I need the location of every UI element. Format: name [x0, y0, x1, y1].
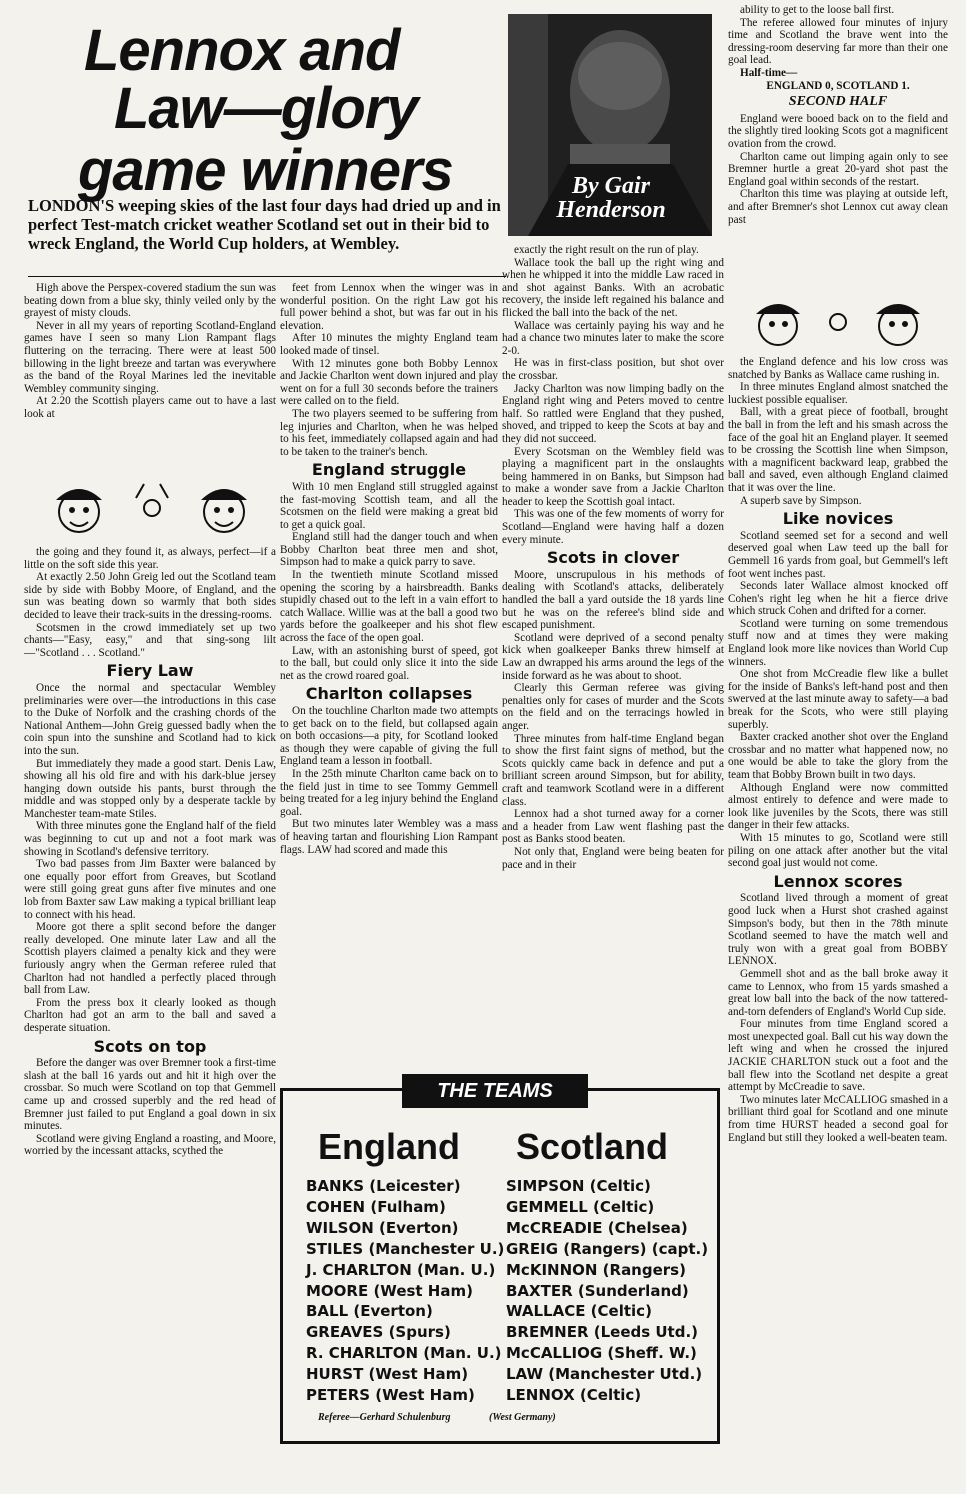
paragraph: From the press box it clearly looked as though Charlton had got an arm to the ball and saved a desperate situation.	[24, 996, 276, 1034]
paragraph: With three minutes gone the England half of the field was beginning to cut up and not a foot mark was showing in Scotland's defensive territory.	[24, 820, 276, 858]
column-1	[24, 282, 276, 478]
scotland-player: WALLACE (Celtic)	[506, 1302, 652, 1321]
cartoon-fans-icon	[34, 478, 268, 542]
england-player: STILES (Manchester U.)	[306, 1239, 505, 1258]
paragraph: Jacky Charlton was now limping badly on the England right wing and Peters moved to centre half. So rattled were England that they pushed, shoved, and tripped to keep the Scots at bay and they did not succeed.	[502, 382, 724, 445]
paragraph: But immediately they made a good start. Denis Law, showing all his old fire and with his dark-blue jersey hanging down outside his pants, burst through the middle and was stopped only by a desperate tackle by Manchester team-mate Stiles.	[24, 757, 276, 820]
byline-line-1: By Gair	[572, 173, 650, 199]
england-player: PETERS (West Ham)	[306, 1386, 475, 1405]
halftime-label: Half-time—	[740, 66, 798, 79]
paragraph: Two minutes later McCALLIOG smashed in a brilliant third goal for Scotland and one minute from time HURST headed a second goal for England but still they looked a well-beaten team.	[728, 1093, 948, 1144]
cartoon-fans-2-icon	[738, 292, 938, 354]
headline-line-1: Lennox and	[84, 18, 400, 83]
paragraph: A superb save by Simpson.	[740, 494, 862, 507]
paragraph: England were booed back on to the field and the slightly tired looking Scots got a magnificent ovation from the crowd.	[728, 112, 948, 150]
cartoon-fans-2	[738, 292, 938, 354]
paragraph: Scotland were deprived of a second penalty kick when goalkeeper Banks threw himself at Law an dwrapped his arms around the legs of the inside forward as he was about to shoot.	[502, 631, 724, 682]
scotland-player: BREMNER (Leeds Utd.)	[506, 1323, 699, 1342]
cartoon-fans	[34, 478, 268, 542]
column-2	[280, 282, 498, 1068]
column-4-continued	[728, 356, 948, 1490]
paragraph: Before the danger was over Bremner took a first-time slash at the ball 16 yards out and hit it high over the crossbar. So much were Scotland on top that Gemmell came up and crossed superbly and the red head of Bremner just failed to put England a goal down in six minutes.	[24, 1057, 276, 1133]
paragraph: At exactly 2.50 John Greig led out the Scotland team side by side with Bobby Moore, of England, and the sun was beating down so warmly that both sides decided to leave their track-suits in the dressing-rooms.	[24, 571, 276, 621]
subheading-lennox-scores: Lennox scores	[773, 871, 903, 891]
intro-rule	[28, 276, 506, 277]
paragraph: the England defence and his low cross was snatched by Banks as Wallace came rushing in.	[728, 356, 948, 381]
scotland-player: GEMMELL (Celtic)	[506, 1197, 655, 1216]
subheading-fiery-law: Fiery Law	[106, 661, 194, 681]
paragraph: On the touchline Charlton made two attempts to get back on to the field, but collapsed again on both occasions—a pity, for Scotland looked as though they were capable of giving the full England team a lesson in football.	[280, 705, 498, 768]
paragraph: feet from Lennox when the winger was in wonderful position. On the right Law got his full power behind a shot, but was far out in his elevation.	[280, 282, 498, 332]
paragraph: Seconds later Wallace almost knocked off Cohen's right leg when he hit a fierce drive which struck Cohen and drifted for a corner.	[728, 580, 948, 618]
subheading-charlton-collapses: Charlton collapses	[305, 684, 473, 704]
paragraph: Scotland seemed set for a second and well deserved goal when Law teed up the ball for Gemmell 16 yards from goal, but Gemmell's left foot went inches past.	[728, 529, 948, 580]
scotland-title: Scotland	[516, 1126, 669, 1167]
paragraph: Scotsmen in the crowd immediately set up two chants—"Easy, easy," and that sing-song lilt—"Scotland . . . Scotland."	[24, 621, 276, 659]
teams-banner: THE TEAMS	[402, 1074, 588, 1108]
paragraph: The referee allowed four minutes of injury time and Scotland the brave went into the dressing-room deserving far more than their one goal lead.	[728, 16, 948, 67]
scotland-player: BAXTER (Sunderland)	[506, 1281, 689, 1300]
scotland-player: GREIG (Rangers) (capt.)	[506, 1239, 709, 1258]
scotland-player: LAW (Manchester Utd.)	[506, 1365, 703, 1384]
paragraph: Every Scotsman on the Wembley field was playing a magnificent part in the onslaughts being hammered in on Banks, but Simpson had to make a wonder save from a Jackie Charlton header to keep the Scottish goal intact.	[502, 445, 724, 508]
byline-line-2: Henderson	[556, 197, 666, 223]
subheading-second-half: SECOND HALF	[788, 94, 888, 110]
scotland-player: LENNOX (Celtic)	[506, 1386, 642, 1405]
subheading-like-novices: Like novices	[782, 509, 894, 529]
paragraph: Moore got there a split second before the danger really developed. One minute later Law and all the Scottish players claimed a penalty kick and they were furiously angry when the German referee ruled that Charlton had not handled a perfectly placed through ball from Law.	[24, 921, 276, 997]
referee-name: Referee—Gerhard Schulenburg	[318, 1412, 451, 1423]
paragraph: exactly the right result on the run of play.	[514, 244, 699, 256]
column-4	[728, 4, 948, 292]
subheading-scots-in-clover: Scots in clover	[546, 548, 680, 568]
scotland-player: McKINNON (Rangers)	[506, 1260, 686, 1279]
halftime-score: ENGLAND 0, SCOTLAND 1.	[766, 79, 910, 92]
paragraph: England still had the danger touch and when Bobby Charlton beat three men and shot, Simpson had to make a quick parry to save.	[280, 531, 498, 569]
england-player: MOORE (West Ham)	[306, 1281, 473, 1300]
paragraph: Ball, with a great piece of football, brought the ball in from the left and his smash across the face of the goal hit an England player. It seemed to be crossing the Scottish line when Simpson, with a magnificent backward leap, grabbed the ball and saved, even although England claimed that it was over the line.	[728, 406, 948, 494]
scotland-player: SIMPSON (Celtic)	[506, 1177, 651, 1195]
subheading-england-struggle: England struggle	[311, 460, 467, 480]
england-player: BANKS (Leicester)	[306, 1177, 461, 1195]
referee-line	[318, 1412, 698, 1423]
paragraph: High above the Perspex-covered stadium the sun was beating down from a blue sky, thinly veiled only by the grayest of misty clouds.	[24, 282, 276, 320]
halftime-line	[728, 67, 948, 80]
scotland-list	[506, 1176, 708, 1406]
intro-paragraph: LONDON'S weeping skies of the last four days had dried up and in perfect Test-match cricket weather Scotland set out in their bid to wreck England, the World Cup holders, at Wembley.	[28, 196, 501, 253]
paragraph: Not only that, England were being beaten for pace and in their	[502, 845, 724, 871]
subheading-scots-on-top: Scots on top	[93, 1036, 207, 1056]
paragraph: Scotland were turning on some tremendous stuff now and at times they were making England look more like novices than World Cup winners.	[728, 617, 948, 668]
paragraph: Moore, unscrupulous in his methods of dealing with Scotland's attacks, deliberately handled the ball a yard outside the 18 yards line but he was on the referee's blind side and escaped punishment.	[502, 568, 724, 632]
england-player: WILSON (Everton)	[306, 1218, 459, 1237]
paragraph: Charlton this time was playing at outside left, and after Bremner's shot Lennox cut away clean past	[728, 188, 948, 226]
england-player: COHEN (Fulham)	[306, 1197, 446, 1216]
paragraph: Scotland lived through a moment of great good luck when a Hurst shot crashed against Simpson's body, but then in the 78th minute Scotland seemed to have the match well and truly won with a great goal from BOBBY LENNOX.	[728, 892, 948, 968]
paragraph: Baxter cracked another shot over the England crossbar and no matter what happened now, no one would be able to take the glory from the team that Bobby Brown built in two days.	[728, 731, 948, 781]
paragraph: At 2.20 the Scottish players came out to have a last look at	[24, 395, 276, 420]
england-player: HURST (West Ham)	[306, 1365, 469, 1384]
column-1-continued	[24, 546, 276, 1490]
byline	[510, 174, 712, 222]
paragraph: In the 25th minute Charlton came back on to the field just in time to see Tommy Gemmell being treated for a leg injury behind the England goal.	[280, 767, 498, 818]
paragraph: Charlton came out limping again only to see Bremner hurtle a great 20-yard shot past the England goal within seconds of the restart.	[728, 150, 948, 188]
paragraph: Wallace took the ball up the right wing and when he whipped it into the middle Law raced in and shot against Banks. With an acrobatic recovery, the inside left regained his balance and flicked the ball into the back of the net.	[502, 256, 724, 319]
paragraph: the going and they found it, as always, perfect—if a little on the soft side this year.	[24, 546, 276, 571]
headline	[78, 18, 498, 203]
england-title: England	[318, 1126, 460, 1167]
paragraph: Gemmell shot and as the ball broke away it came to Lennox, who from 15 yards smashed a great low ball into the back of the now tattered-and-torn defenders of England's World Cup side.	[728, 967, 948, 1018]
england-player: GREAVES (Spurs)	[306, 1323, 451, 1342]
paragraph: After 10 minutes the mighty England team looked made of tinsel.	[280, 332, 498, 357]
paragraph: This was one of the few moments of worry for Scotland—England were having half a dozen every minute.	[502, 508, 724, 546]
paragraph: In three minutes England almost snatched the luckiest possible equaliser.	[728, 381, 948, 406]
referee-country: (West Germany)	[489, 1412, 556, 1423]
paragraph: Two bad passes from Jim Baxter were balanced by one equally poor effort from Greaves, but Scotland were still going great guns after five minutes and one lob from Baxter saw Law making a typical brilliant leap to connect with his head.	[24, 858, 276, 921]
paragraph: With 12 minutes gone both Bobby Lennox and Jackie Charlton went down injured and play went on for a full 30 seconds before the trainers were called on to the field.	[280, 357, 498, 408]
paragraph: Although England were now committed almost entirely to defence and were made to look like juveniles by the Scots, there was still danger in their few attacks.	[728, 781, 948, 832]
paragraph: Four minutes from time England scored a most unexpected goal. Ball cut his way down the left wing and when he crossed the injured JACKIE CHARLTON stuck out a foot and the ball flew into the Scotland net despite a great attempt by McCreadie to save.	[728, 1018, 948, 1094]
paragraph: Wallace was certainly paying his way and he had a chance two minutes later to make the score 2-0.	[502, 319, 724, 357]
paragraph: But two minutes later Wembley was a mass of heaving tartan and flourishing Lion Rampant flags. LAW had scored and made this	[280, 818, 498, 856]
paragraph: Clearly this German referee was giving penalties only for cases of murder and the Scots on the field and on the terracings howled in anger.	[502, 682, 724, 732]
headline-line-3: game winners	[78, 138, 453, 203]
paragraph: Three minutes from half-time England began to show the first faint signs of method, but the Scots quickly came back in defence and put a brilliant screen around Simpson, but for ability, craft and teamwork Scotland were in a different class.	[502, 732, 724, 808]
paragraph: Once the normal and spectacular Wembley preliminaries were over—the introductions in this case to the Duke of Norfolk and the crashing chords of the National Anthem—John Greig guessed badly when the coin spun into the sunshine and Scotland had to kick into the sun.	[24, 681, 276, 757]
paragraph: With 10 men England still struggled against the fast-moving Scottish team, and all the Scotsmen on the field were making a great bid to get a quick goal.	[280, 480, 498, 531]
paragraph: Law, with an astonishing burst of speed, got to the ball, but could only slice it into the side net as the crowd roared goal.	[280, 644, 498, 682]
paragraph: He was in first-class position, but shot over the crossbar.	[502, 357, 724, 382]
paragraph: Scotland were giving England a roasting, and Moore, worried by the incessant attacks, scythed the	[24, 1132, 276, 1158]
england-player: R. CHARLTON (Man. U.)	[306, 1344, 502, 1363]
paragraph: With 15 minutes to go, Scotland were still piling on one attack after another but the vital second goal just would not come.	[728, 831, 948, 870]
column-3	[502, 244, 724, 1068]
paragraph: The two players seemed to be suffering from leg injuries and Charlton, when he was helped to his feet, immediately collapsed again and had to be taken to the trainer's bench.	[280, 407, 498, 458]
scotland-player: McCREADIE (Chelsea)	[506, 1218, 688, 1237]
paragraph: Never in all my years of reporting Scotland-England games have I seen so many Lion Rampant flags fluttering on the terracing. There were at least 500 billowing in the light breeze and tartan was everywhere as the band of the Royal Marines led the inevitable Wembley community singing.	[24, 319, 276, 395]
england-player: BALL (Everton)	[306, 1302, 433, 1321]
scotland-player: McCALLIOG (Sheff. W.)	[506, 1344, 697, 1363]
headline-line-2: Law—glory	[114, 76, 418, 141]
paragraph: One shot from McCreadie flew like a bullet for the inside of Banks's left-hand post and then swerved at the last minute away to safety—a bad break for the Scots, who were still playing superbly.	[728, 668, 948, 731]
paragraph: In the twentieth minute Scotland missed opening the scoring by a hairsbreadth. Banks stupidly chased out to the left in a vain effort to catch Wallace. Willie was at the ball a good two yards before the goalkeeper and his shot flew across the face of the open goal.	[280, 569, 498, 645]
paragraph: Lennox had a shot turned away for a corner and a header from Law went flashing past the post as Banks stood beaten.	[502, 808, 724, 846]
england-player: J. CHARLTON (Man. U.)	[306, 1260, 496, 1279]
paragraph: ability to get to the loose ball first.	[740, 4, 895, 16]
england-list	[306, 1176, 506, 1406]
